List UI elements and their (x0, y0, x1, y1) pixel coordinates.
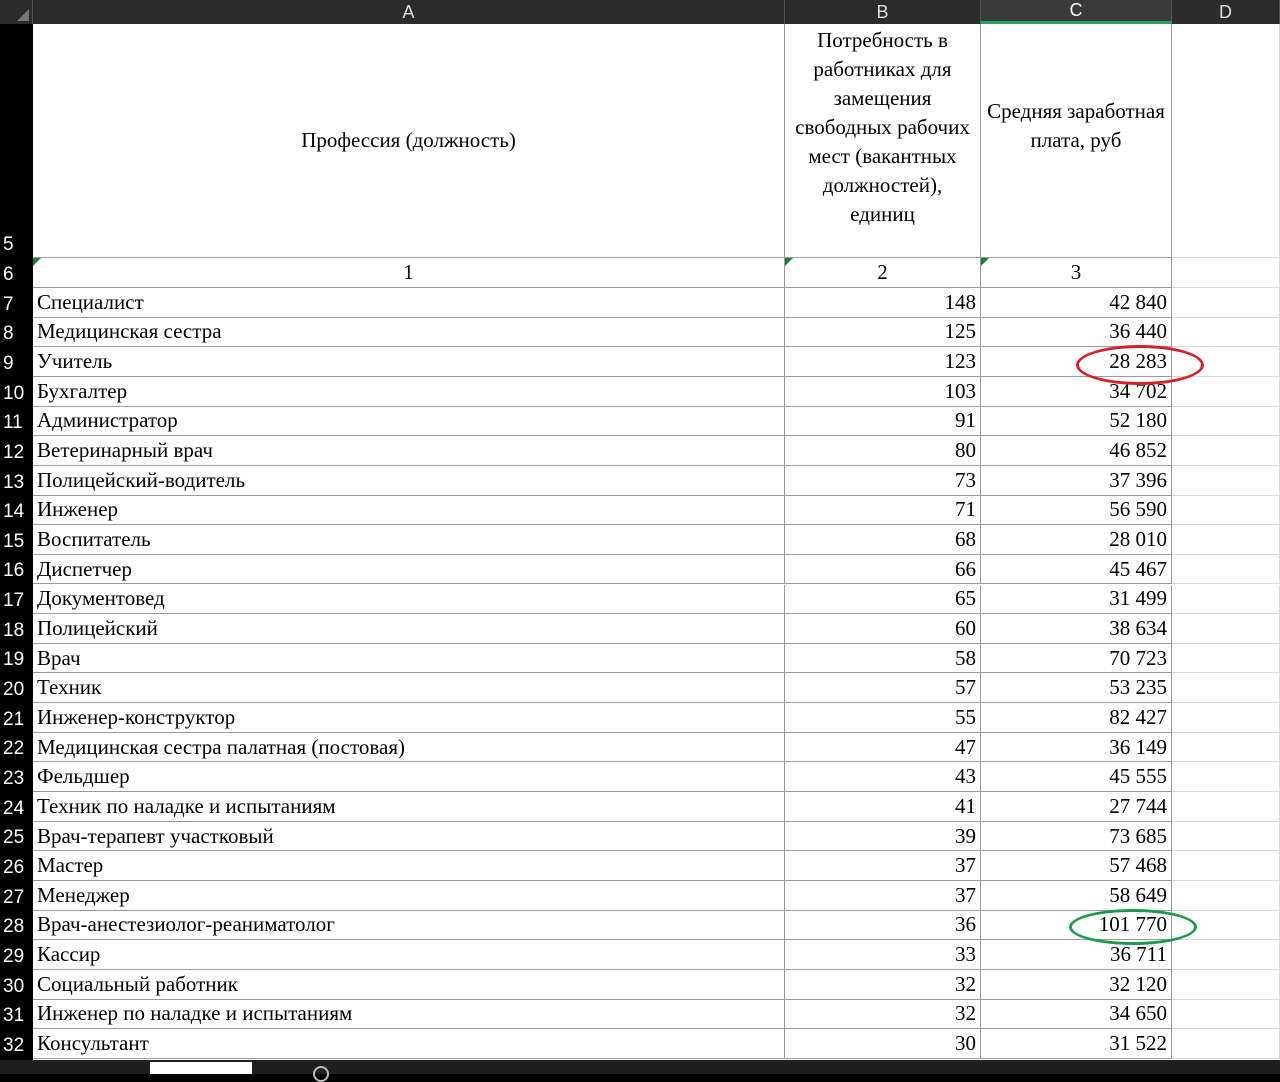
row-header-27[interactable]: 27 (0, 881, 33, 911)
salary-value: 58 649 (1109, 882, 1167, 907)
profession-cell[interactable] (33, 347, 785, 377)
column-header-c[interactable]: C (981, 0, 1172, 24)
profession-cell[interactable] (33, 733, 785, 763)
salary-cell[interactable] (981, 792, 1172, 822)
row-header-28[interactable]: 28 (0, 911, 33, 941)
salary-value: 34 702 (1109, 378, 1167, 403)
profession-value: Инженер (37, 497, 119, 522)
demand-cell[interactable] (785, 970, 981, 1000)
empty-cell[interactable] (1172, 525, 1280, 555)
profession-cell[interactable] (33, 555, 785, 585)
demand-value: 60 (955, 615, 976, 640)
empty-cell[interactable] (1172, 644, 1280, 674)
empty-cell[interactable] (1172, 377, 1280, 407)
empty-cell[interactable] (1172, 436, 1280, 466)
demand-value: 57 (955, 675, 976, 700)
error-indicator-icon (981, 258, 989, 266)
demand-cell[interactable] (785, 1000, 981, 1030)
profession-value: Документовед (37, 586, 165, 611)
salary-value: 53 235 (1109, 675, 1167, 700)
salary-value: 73 685 (1109, 823, 1167, 848)
salary-cell[interactable] (981, 970, 1172, 1000)
profession-cell[interactable] (33, 881, 785, 911)
add-sheet-icon[interactable] (313, 1066, 329, 1082)
profession-cell[interactable] (33, 585, 785, 615)
profession-cell[interactable] (33, 525, 785, 555)
salary-cell[interactable] (981, 762, 1172, 792)
salary-cell[interactable] (981, 525, 1172, 555)
profession-cell[interactable] (33, 377, 785, 407)
empty-cell[interactable] (1172, 881, 1280, 911)
index-cell-c[interactable]: 3 (981, 258, 1172, 288)
header-cell-profession[interactable]: Профессия (должность) (33, 24, 785, 258)
profession-cell[interactable] (33, 851, 785, 881)
profession-cell[interactable] (33, 1000, 785, 1030)
empty-cell[interactable] (1172, 940, 1280, 970)
row-header-15[interactable]: 15 (0, 525, 33, 555)
salary-value: 82 427 (1109, 704, 1167, 729)
salary-value: 27 744 (1109, 793, 1167, 818)
column-header-a[interactable]: A (33, 0, 785, 24)
salary-value: 46 852 (1109, 438, 1167, 463)
demand-value: 47 (955, 734, 976, 759)
demand-value: 32 (955, 971, 976, 996)
profession-value: Инженер по наладке и испытаниям (37, 1001, 353, 1026)
empty-cell[interactable] (1172, 496, 1280, 526)
cell-d6[interactable] (1172, 258, 1280, 288)
row-header-18[interactable]: 18 (0, 614, 33, 644)
row-header-14[interactable]: 14 (0, 496, 33, 526)
demand-cell[interactable] (785, 762, 981, 792)
demand-value: 73 (955, 467, 976, 492)
profession-value: Консультант (37, 1031, 149, 1056)
salary-value: 45 467 (1109, 556, 1167, 581)
salary-value: 52 180 (1109, 408, 1167, 433)
empty-cell[interactable] (1172, 555, 1280, 585)
demand-cell[interactable] (785, 644, 981, 674)
salary-cell[interactable] (981, 347, 1172, 377)
salary-cell[interactable] (981, 407, 1172, 437)
profession-value: Кассир (37, 942, 101, 967)
sheet-tab[interactable] (150, 1062, 252, 1074)
demand-cell[interactable] (785, 496, 981, 526)
salary-value: 45 555 (1109, 764, 1167, 789)
row-header-29[interactable]: 29 (0, 940, 33, 970)
salary-cell[interactable] (981, 1029, 1172, 1059)
salary-value: 101 770 (1098, 912, 1167, 937)
error-indicator-icon (785, 258, 793, 266)
row-header-32[interactable]: 32 (0, 1029, 33, 1059)
empty-cell[interactable] (1172, 911, 1280, 941)
empty-cell[interactable] (1172, 970, 1280, 1000)
salary-cell[interactable] (981, 466, 1172, 496)
row-header-22[interactable]: 22 (0, 733, 33, 763)
profession-value: Полицейский (37, 615, 158, 640)
row-header-16[interactable]: 16 (0, 555, 33, 585)
row-header-9[interactable]: 9 (0, 347, 33, 377)
salary-cell[interactable] (981, 673, 1172, 703)
profession-value: Менеджер (37, 882, 130, 907)
salary-cell[interactable] (981, 1000, 1172, 1030)
empty-cell[interactable] (1172, 585, 1280, 615)
demand-cell[interactable] (785, 881, 981, 911)
empty-cell[interactable] (1172, 762, 1280, 792)
cell-d5[interactable] (1172, 24, 1280, 258)
demand-value: 103 (944, 378, 976, 403)
demand-value: 32 (955, 1001, 976, 1026)
empty-cell[interactable] (1172, 614, 1280, 644)
row-header-26[interactable]: 26 (0, 851, 33, 881)
profession-cell[interactable] (33, 1029, 785, 1059)
row-header-25[interactable]: 25 (0, 822, 33, 852)
salary-cell[interactable] (981, 703, 1172, 733)
row-header-20[interactable]: 20 (0, 673, 33, 703)
profession-cell[interactable] (33, 673, 785, 703)
profession-value: Бухгалтер (37, 378, 128, 403)
profession-value: Ветеринарный врач (37, 438, 213, 463)
row-header-21[interactable]: 21 (0, 703, 33, 733)
demand-value: 80 (955, 438, 976, 463)
empty-cell[interactable] (1172, 1000, 1280, 1030)
demand-cell[interactable] (785, 436, 981, 466)
row-header-13[interactable]: 13 (0, 466, 33, 496)
index-cell-b[interactable]: 2 (785, 258, 981, 288)
row-header-10[interactable]: 10 (0, 377, 33, 407)
demand-cell[interactable] (785, 377, 981, 407)
demand-cell[interactable] (785, 318, 981, 348)
demand-cell[interactable] (785, 466, 981, 496)
demand-cell[interactable] (785, 614, 981, 644)
profession-value: Воспитатель (37, 527, 151, 551)
salary-value: 36 149 (1109, 734, 1167, 759)
profession-cell[interactable] (33, 911, 785, 941)
profession-value: Инженер-конструктор (37, 704, 236, 729)
demand-cell[interactable] (785, 792, 981, 822)
row-header-24[interactable]: 24 (0, 792, 33, 822)
profession-cell[interactable] (33, 318, 785, 348)
profession-cell[interactable] (33, 822, 785, 852)
row-header-5[interactable]: 5 (0, 24, 33, 258)
profession-value: Врач-анестезиолог-реаниматолог (37, 912, 335, 937)
demand-value: 148 (944, 289, 976, 314)
profession-value: Фельдшер (37, 764, 130, 789)
demand-cell[interactable] (785, 585, 981, 615)
salary-cell[interactable] (981, 881, 1172, 911)
row-header-30[interactable]: 30 (0, 970, 33, 1000)
demand-cell[interactable] (785, 1029, 981, 1059)
salary-value: 42 840 (1109, 289, 1167, 314)
profession-value: Техник (37, 675, 102, 700)
salary-value: 56 590 (1109, 497, 1167, 522)
demand-value: 41 (955, 793, 976, 818)
profession-value: Техник по наладке и испытаниям (37, 793, 336, 818)
empty-cell[interactable] (1172, 466, 1280, 496)
profession-value: Полицейский-водитель (37, 467, 246, 492)
column-header-b[interactable]: B (785, 0, 981, 24)
row-header-8[interactable]: 8 (0, 318, 33, 348)
demand-cell[interactable] (785, 851, 981, 881)
profession-value: Социальный работник (37, 971, 238, 996)
column-header-d[interactable]: D (1172, 0, 1280, 24)
row-header-12[interactable]: 12 (0, 436, 33, 466)
profession-cell[interactable] (33, 940, 785, 970)
demand-value: 55 (955, 704, 976, 729)
empty-cell[interactable] (1172, 673, 1280, 703)
demand-value: 30 (955, 1031, 976, 1056)
salary-value: 36 711 (1110, 942, 1167, 967)
empty-cell[interactable] (1172, 733, 1280, 763)
row-header-31[interactable]: 31 (0, 1000, 33, 1030)
select-all-corner[interactable] (0, 0, 33, 24)
row-header-23[interactable]: 23 (0, 762, 33, 792)
demand-value: 71 (955, 497, 976, 522)
salary-value: 57 468 (1109, 853, 1167, 878)
salary-value: 28 010 (1109, 527, 1167, 551)
profession-value: Специалист (37, 289, 144, 314)
salary-value: 28 283 (1109, 349, 1167, 374)
salary-value: 31 499 (1109, 586, 1167, 611)
profession-value: Диспетчер (37, 556, 133, 581)
salary-value: 34 650 (1109, 1001, 1167, 1026)
profession-value: Администратор (37, 408, 178, 433)
demand-cell[interactable] (785, 733, 981, 763)
empty-cell[interactable] (1172, 1029, 1280, 1059)
profession-cell[interactable] (33, 407, 785, 437)
profession-value: Врач-терапевт участковый (37, 823, 274, 848)
demand-value: 36 (955, 912, 976, 937)
salary-cell[interactable] (981, 822, 1172, 852)
profession-cell[interactable] (33, 762, 785, 792)
demand-cell[interactable] (785, 703, 981, 733)
profession-cell[interactable] (33, 436, 785, 466)
salary-cell[interactable] (981, 288, 1172, 318)
demand-cell[interactable] (785, 288, 981, 318)
salary-cell[interactable] (981, 555, 1172, 585)
salary-cell[interactable] (981, 940, 1172, 970)
salary-cell[interactable] (981, 585, 1172, 615)
salary-value: 70 723 (1109, 645, 1167, 670)
row-header-11[interactable]: 11 (0, 407, 33, 437)
empty-cell[interactable] (1172, 792, 1280, 822)
demand-value: 43 (955, 764, 976, 789)
salary-cell[interactable] (981, 436, 1172, 466)
demand-cell[interactable] (785, 347, 981, 377)
demand-value: 39 (955, 823, 976, 848)
row-header-6[interactable]: 6 (0, 258, 33, 288)
empty-cell[interactable] (1172, 703, 1280, 733)
demand-cell[interactable] (785, 673, 981, 703)
salary-value: 32 120 (1109, 971, 1167, 996)
profession-cell[interactable] (33, 703, 785, 733)
error-indicator-icon (33, 258, 41, 266)
empty-cell[interactable] (1172, 288, 1280, 318)
profession-cell[interactable] (33, 288, 785, 318)
empty-cell[interactable] (1172, 347, 1280, 377)
profession-cell[interactable] (33, 644, 785, 674)
salary-cell[interactable] (981, 644, 1172, 674)
empty-cell[interactable] (1172, 851, 1280, 881)
salary-cell[interactable] (981, 733, 1172, 763)
empty-cell[interactable] (1172, 822, 1280, 852)
profession-value: Медицинская сестра (37, 319, 222, 344)
row-header-17[interactable]: 17 (0, 585, 33, 615)
profession-cell[interactable] (33, 466, 785, 496)
salary-cell[interactable] (981, 318, 1172, 348)
index-cell-a[interactable]: 1 (33, 258, 785, 288)
salary-cell[interactable] (981, 911, 1172, 941)
profession-value: Медицинская сестра палатная (постовая) (37, 734, 405, 759)
salary-cell[interactable] (981, 377, 1172, 407)
salary-value: 37 396 (1109, 467, 1167, 492)
salary-value: 31 522 (1109, 1031, 1167, 1056)
profession-value: Мастер (37, 853, 104, 878)
profession-cell[interactable] (33, 496, 785, 526)
profession-cell[interactable] (33, 970, 785, 1000)
demand-cell[interactable] (785, 822, 981, 852)
header-cell-demand[interactable]: Потребность в работниках для замещения свободных рабочих мест (вакантных должностей), единиц (785, 24, 981, 258)
profession-cell[interactable] (33, 614, 785, 644)
demand-value: 58 (955, 645, 976, 670)
salary-value: 38 634 (1109, 615, 1167, 640)
profession-value: Учитель (37, 349, 113, 374)
demand-cell[interactable] (785, 911, 981, 941)
profession-value: Врач (37, 645, 81, 670)
salary-cell[interactable] (981, 614, 1172, 644)
salary-value: 36 440 (1109, 319, 1167, 344)
demand-value: 65 (955, 586, 976, 611)
demand-cell[interactable] (785, 940, 981, 970)
demand-cell[interactable] (785, 407, 981, 437)
row-header-7[interactable]: 7 (0, 288, 33, 318)
empty-cell[interactable] (1172, 318, 1280, 348)
demand-value: 123 (944, 349, 976, 374)
demand-value: 33 (955, 942, 976, 967)
demand-value: 68 (955, 527, 976, 551)
demand-value: 37 (955, 882, 976, 907)
demand-value: 125 (944, 319, 976, 344)
salary-cell[interactable] (981, 851, 1172, 881)
header-cell-salary[interactable]: Средняя заработная плата, руб (981, 24, 1172, 258)
demand-value: 66 (955, 556, 976, 581)
empty-cell[interactable] (1172, 407, 1280, 437)
demand-cell[interactable] (785, 525, 981, 555)
row-header-19[interactable]: 19 (0, 644, 33, 674)
demand-value: 37 (955, 853, 976, 878)
demand-value: 91 (955, 408, 976, 433)
profession-cell[interactable] (33, 792, 785, 822)
demand-cell[interactable] (785, 555, 981, 585)
salary-cell[interactable] (981, 496, 1172, 526)
spreadsheet-grid[interactable] (33, 24, 1280, 1060)
